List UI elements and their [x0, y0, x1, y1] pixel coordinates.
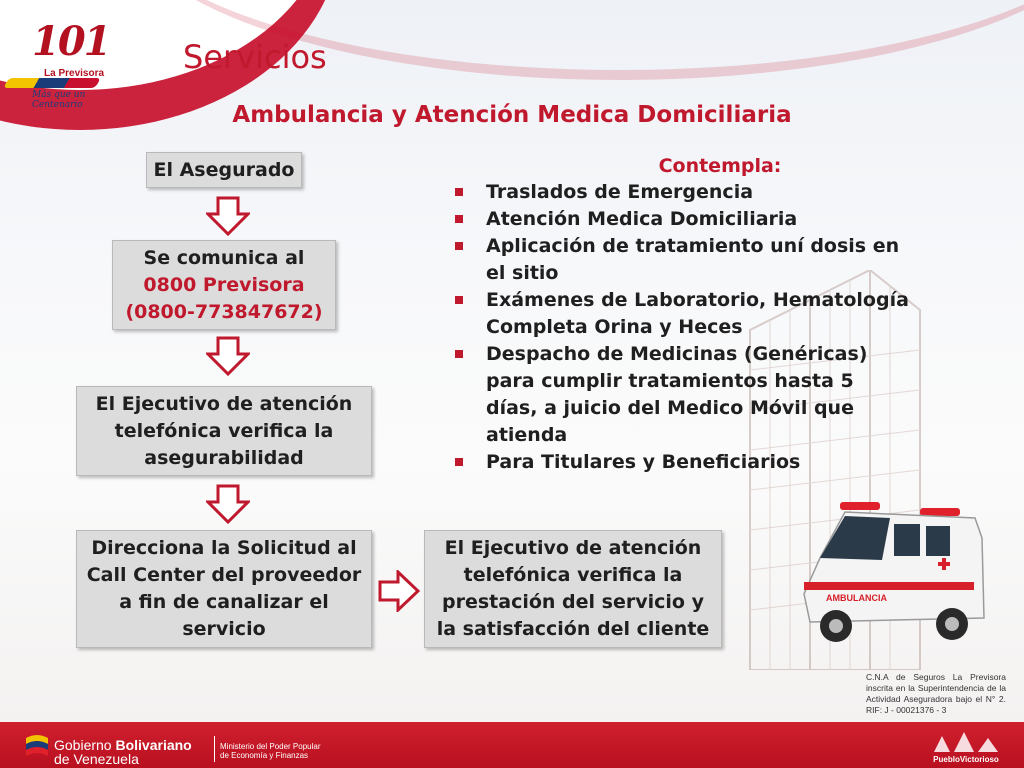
venezuela-flag-icon	[24, 732, 50, 762]
list-item-text: Aplicación de tratamiento uní dosis en el sitio	[486, 235, 900, 284]
page-subtitle: Ambulancia y Atención Medica Domiciliaria	[232, 102, 792, 128]
bullet-square-icon	[455, 188, 463, 196]
logo-tagline: Más que un Centenario	[32, 90, 86, 110]
gobierno-text: Gobierno	[54, 737, 116, 753]
gobierno-bolivariano-logo	[54, 738, 192, 766]
list-item-text: Exámenes de Laboratorio, Hematología Completa Orina y Heces	[486, 289, 909, 338]
page-title: Servicios	[183, 38, 327, 76]
bullet-square-icon	[455, 296, 463, 304]
list-item-text: Traslados de Emergencia	[486, 181, 754, 203]
venezuela-text: de Venezuela	[54, 751, 139, 767]
ambulance-label: AMBULANCIA	[826, 593, 887, 603]
flow-step-verifica-prestacion-text: El Ejecutivo de atención telefónica verifica la prestación del servicio y la satisfacción del cliente	[436, 537, 710, 640]
list-item-text: Despacho de Medicinas (Genéricas) para cumplir tratamientos hasta 5 días, a juicio del Medico Móvil que atienda	[486, 343, 868, 446]
flow-step-comunica	[112, 240, 336, 330]
flow-step-comunica-phone-number: (0800-773847672)	[125, 300, 323, 323]
flow-step-asegurado-text: El Asegurado	[153, 158, 295, 181]
contempla-list	[450, 179, 910, 476]
flow-step-direcciona-solicitud	[76, 530, 372, 648]
arrow-down-icon	[206, 196, 250, 236]
ministerio-text	[220, 742, 321, 760]
flow-step-direcciona-solicitud-text: Direcciona la Solicitud al Call Center del proveedor a fin de canalizar el servicio	[86, 537, 362, 640]
ministerio-line1: Ministerio del Poder Popular	[220, 742, 321, 751]
list-item	[450, 233, 910, 287]
list-item	[450, 341, 910, 449]
list-item	[450, 206, 910, 233]
logo-number: 101	[32, 18, 110, 65]
pueblo-victorioso-logo	[924, 730, 1008, 764]
flow-step-verifica-prestacion	[424, 530, 722, 648]
footer-divider	[214, 736, 215, 762]
logo-flag-stripe	[3, 78, 101, 88]
bullet-square-icon	[455, 458, 463, 466]
arrow-down-icon	[206, 336, 250, 376]
flow-step-asegurado	[146, 152, 302, 188]
list-item	[450, 449, 910, 476]
contempla-title: Contempla:	[658, 155, 782, 177]
ministerio-line2: de Economía y Finanzas	[220, 751, 309, 760]
bullet-square-icon	[455, 215, 463, 223]
arrow-down-icon	[206, 484, 250, 524]
flow-step-comunica-line1: Se comunica al	[143, 246, 305, 269]
list-item-text: Para Titulares y Beneficiarios	[486, 451, 801, 473]
list-item-text: Atención Medica Domiciliaria	[486, 208, 798, 230]
list-item	[450, 179, 910, 206]
flow-step-verifica-asegurabilidad	[76, 386, 372, 476]
flow-step-comunica-phone-name: 0800 Previsora	[143, 273, 305, 296]
logo-brand: La Previsora	[44, 68, 105, 79]
list-item	[450, 287, 910, 341]
bullet-square-icon	[455, 242, 463, 250]
la-previsora-logo	[6, 18, 118, 110]
ambulance-image	[790, 498, 990, 658]
contempla-section	[450, 155, 910, 476]
legal-notice: C.N.A de Seguros La Previsora inscrita en la Superintendencia de la Actividad Aseguradora bajo el N° 2. RIF: J - 00021376 - 3	[866, 672, 1006, 715]
pueblo-victorioso-text: PuebloVictorioso	[933, 755, 999, 764]
arrow-right-icon	[378, 570, 420, 612]
bolivariano-text: Bolivariano	[115, 737, 192, 753]
flow-step-verifica-asegurabilidad-text: El Ejecutivo de atención telefónica verifica la asegurabilidad	[95, 392, 353, 469]
bullet-square-icon	[455, 350, 463, 358]
